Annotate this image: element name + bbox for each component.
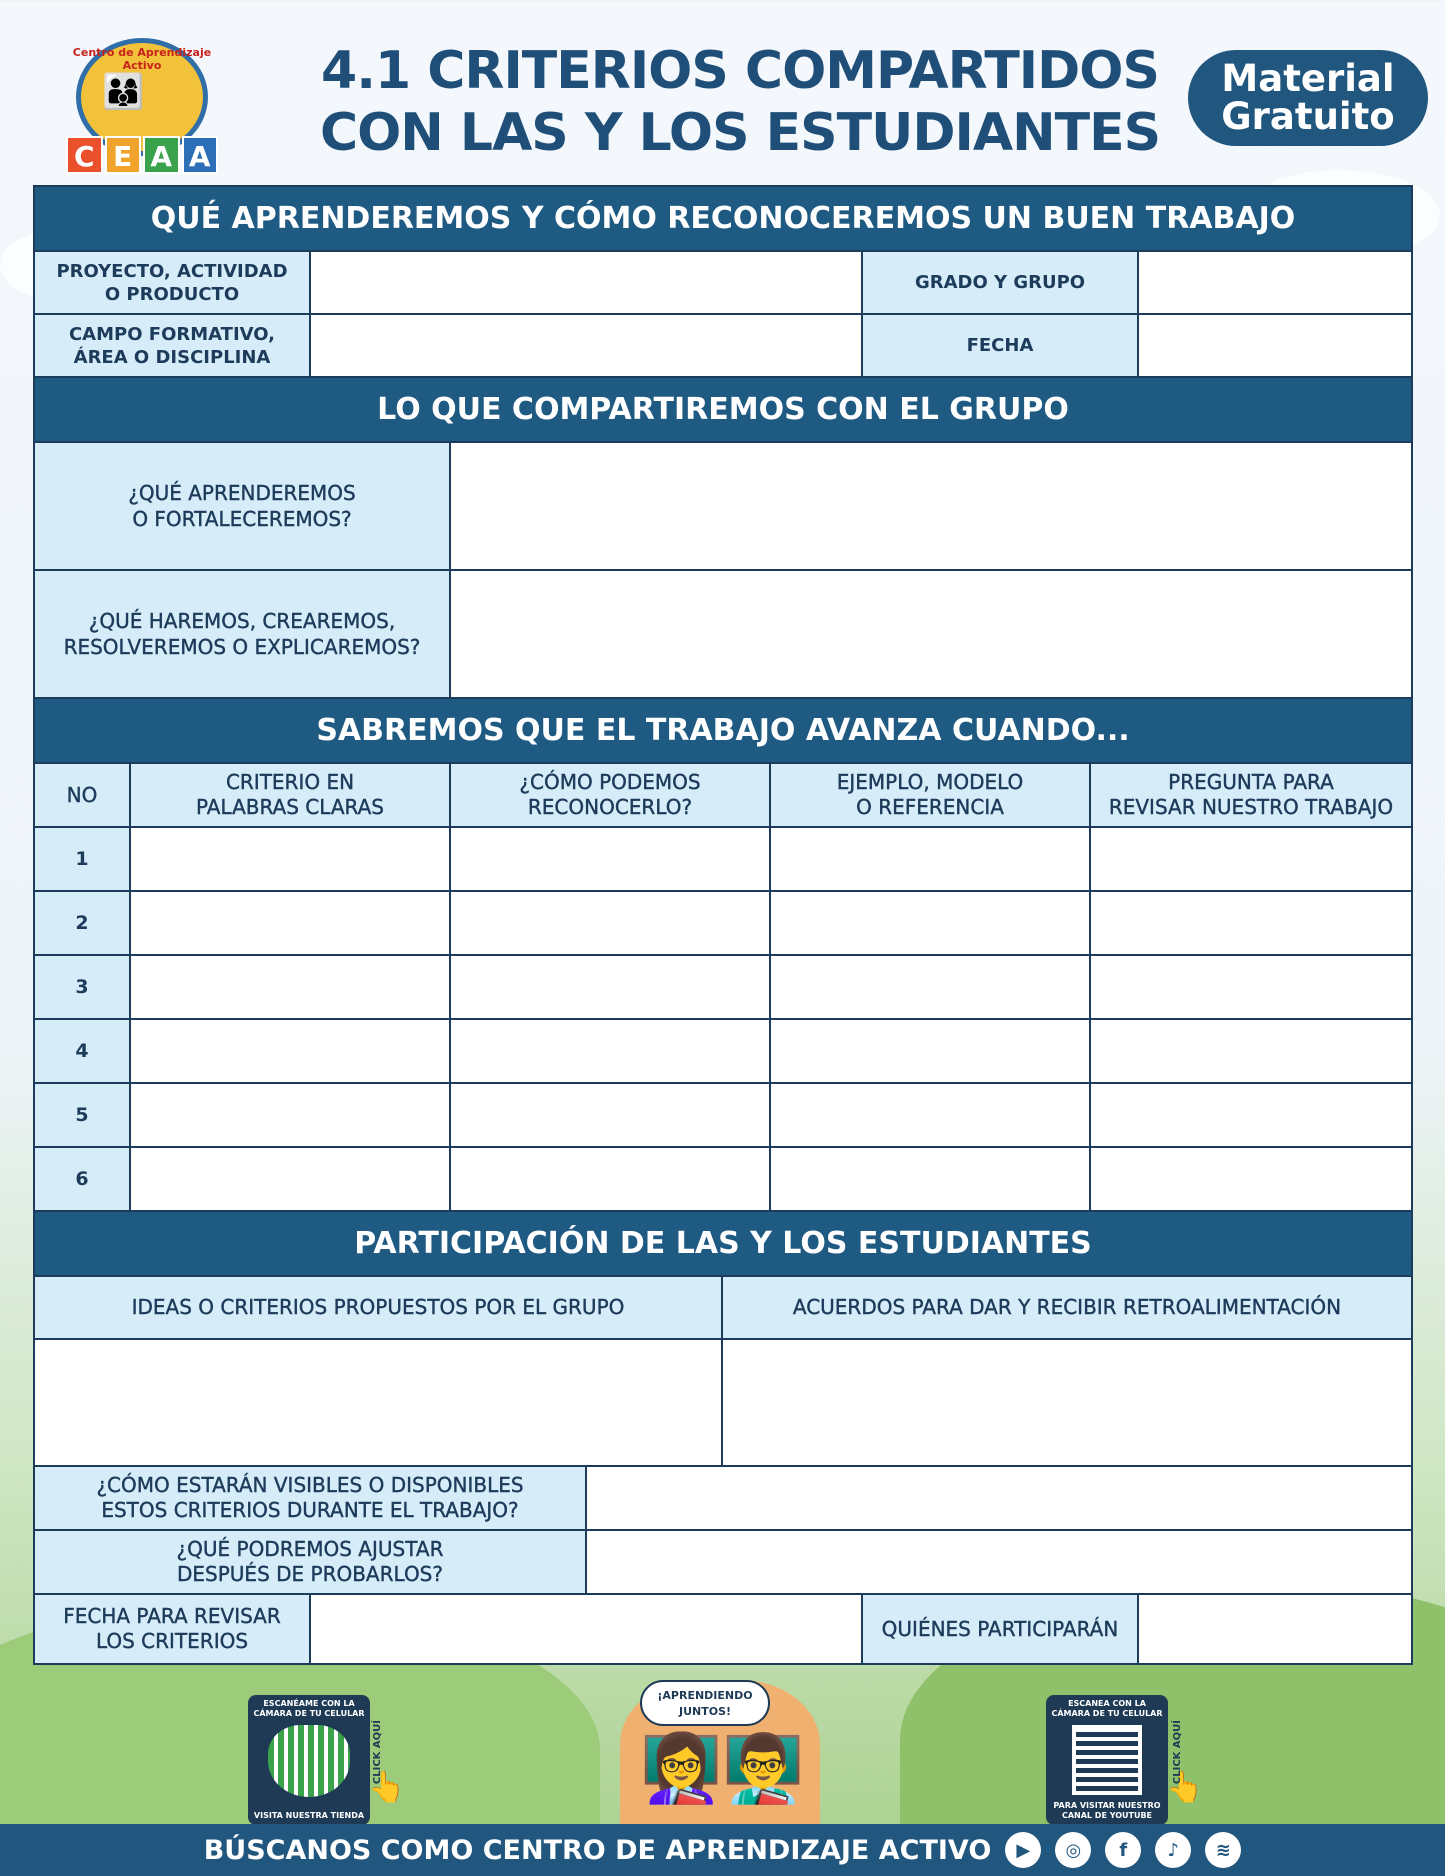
acuerdos-field[interactable] [723,1340,1411,1467]
speech-bubble: ¡APRENDIENDO JUNTOS! [640,1680,770,1726]
badge-line-1: Material [1221,57,1395,100]
quienes-field[interactable] [1139,1595,1411,1663]
criterio-field[interactable] [131,1020,451,1084]
table-row [35,828,1411,892]
footer-bar [0,1824,1445,1876]
qr-caption: ESCANEA CON LA CÁMARA DE TU CELULAR [1051,1699,1163,1718]
acuerdos-label: ACUERDOS PARA DAR Y RECIBIR RETROALIMENTACIÓN [723,1277,1411,1340]
qr-code-icon [268,1725,350,1797]
footer-text: BÚSCANOS COMO CENTRO DE APRENDIZAJE ACTIVO [203,1834,992,1866]
reconocerlo-field[interactable] [451,1020,771,1084]
section-header: LO QUE COMPARTIREMOS CON EL GRUPO [35,378,1411,443]
haremos-field[interactable] [451,571,1411,699]
ideas-field[interactable] [35,1340,723,1467]
criterio-field[interactable] [131,828,451,892]
reconocerlo-field[interactable] [451,1084,771,1148]
criterio-field[interactable] [131,1084,451,1148]
reconocerlo-field[interactable] [451,956,771,1020]
store-qr-card[interactable] [248,1695,370,1825]
qr-caption: ESCANÉAME CON LA CÁMARA DE TU CELULAR [253,1699,365,1718]
qr-caption: PARA VISITAR NUESTRO CANAL DE YOUTUBE [1053,1801,1161,1820]
column-header-reconocerlo: ¿CÓMO PODEMOS RECONOCERLO? [451,764,771,828]
visibles-field[interactable] [587,1467,1411,1531]
fecha-revisar-field[interactable] [311,1595,863,1663]
pregunta-field[interactable] [1091,828,1411,892]
ejemplo-field[interactable] [771,1020,1091,1084]
pregunta-field[interactable] [1091,956,1411,1020]
fecha-revisar-label: FECHA PARA REVISAR LOS CRITERIOS [35,1595,311,1663]
ejemplo-field[interactable] [771,892,1091,956]
pregunta-field[interactable] [1091,1020,1411,1084]
row-number: 6 [35,1148,131,1212]
logo-ring-text: Centro de Aprendizaje Activo [72,46,212,72]
pregunta-field[interactable] [1091,1084,1411,1148]
ejemplo-field[interactable] [771,1084,1091,1148]
reconocerlo-field[interactable] [451,1148,771,1212]
row-number: 3 [35,956,131,1020]
row-number: 5 [35,1084,131,1148]
ejemplo-field[interactable] [771,1148,1091,1212]
youtube-icon[interactable]: ▶ [1005,1832,1041,1868]
proyecto-label: PROYECTO, ACTIVIDAD O PRODUCTO [35,252,311,315]
spotify-icon[interactable]: ≋ [1205,1832,1241,1868]
aprenderemos-label: ¿QUÉ APRENDEREMOS O FORTALECEREMOS? [35,443,451,571]
haremos-label: ¿QUÉ HAREMOS, CREAREMOS, RESOLVEREMOS O EXPLICAREMOS? [35,571,451,699]
logo-kids-illustration: 👨‍👩‍👦 [102,72,145,112]
logo-letter: E [105,136,142,174]
logo-letter: A [182,136,219,174]
visibles-label: ¿CÓMO ESTARÁN VISIBLES O DISPONIBLES ESTOS CRITERIOS DURANTE EL TRABAJO? [35,1467,587,1531]
grado-field[interactable] [1139,252,1411,315]
ajustar-label: ¿QUÉ PODREMOS AJUSTAR DESPUÉS DE PROBARLOS? [35,1531,587,1595]
ideas-label: IDEAS O CRITERIOS PROPUESTOS POR EL GRUPO [35,1277,723,1340]
table-row [35,956,1411,1020]
worksheet [33,185,1413,1665]
tiktok-icon[interactable]: ♪ [1155,1832,1191,1868]
section-header: SABREMOS QUE EL TRABAJO AVANZA CUANDO... [35,699,1411,764]
badge-line-2: Gratuito [1221,95,1395,138]
quienes-label: QUIÉNES PARTICIPARÁN [863,1595,1139,1663]
reconocerlo-field[interactable] [451,828,771,892]
criterio-field[interactable] [131,956,451,1020]
title-line-2: CON LAS Y LOS ESTUDIANTES [319,103,1161,163]
fecha-label: FECHA [863,315,1139,378]
column-header-pregunta: PREGUNTA PARA REVISAR NUESTRO TRABAJO [1091,764,1411,828]
grado-label: GRADO Y GRUPO [863,252,1139,315]
row-number: 1 [35,828,131,892]
title-line-1: 4.1 CRITERIOS COMPARTIDOS [321,41,1159,101]
pregunta-field[interactable] [1091,1148,1411,1212]
aprenderemos-field[interactable] [451,443,1411,571]
pregunta-field[interactable] [1091,892,1411,956]
teachers-illustration: 👩‍🏫👨‍🏫 [640,1730,805,1807]
click-label[interactable]: CLICK AQUÍ [372,1720,383,1785]
ejemplo-field[interactable] [771,828,1091,892]
campo-label: CAMPO FORMATIVO, ÁREA O DISCIPLINA [35,315,311,378]
column-header-no: NO [35,764,131,828]
row-number: 4 [35,1020,131,1084]
table-row [35,1084,1411,1148]
section-header: QUÉ APRENDEREMOS Y CÓMO RECONOCEREMOS UN BUEN TRABAJO [35,187,1411,252]
section-header: PARTICIPACIÓN DE LAS Y LOS ESTUDIANTES [35,1212,1411,1277]
logo-letter: A [143,136,180,174]
facebook-icon[interactable]: f [1105,1832,1141,1868]
criterio-field[interactable] [131,892,451,956]
logo-letters [66,136,218,174]
table-row [35,892,1411,956]
logo-letter: C [66,136,103,174]
hand-pointer-icon: 👆 [1166,1770,1204,1805]
table-row [35,1020,1411,1084]
qr-code-icon [1072,1725,1142,1795]
page-title [300,40,1180,164]
ajustar-field[interactable] [587,1531,1411,1595]
qr-caption: VISITA NUESTRA TIENDA [253,1811,365,1820]
fecha-field[interactable] [1139,315,1411,378]
ceaa-logo [62,38,222,173]
reconocerlo-field[interactable] [451,892,771,956]
column-header-ejemplo: EJEMPLO, MODELO O REFERENCIA [771,764,1091,828]
instagram-icon[interactable]: ◎ [1055,1832,1091,1868]
column-header-criterio: CRITERIO EN PALABRAS CLARAS [131,764,451,828]
free-material-badge [1188,50,1428,146]
youtube-qr-card[interactable] [1046,1695,1168,1825]
campo-field[interactable] [311,315,863,378]
ejemplo-field[interactable] [771,956,1091,1020]
table-row [35,1148,1411,1212]
criterio-field[interactable] [131,1148,451,1212]
row-number: 2 [35,892,131,956]
proyecto-field[interactable] [311,252,863,315]
click-label[interactable]: CLICK AQUÍ [1172,1720,1183,1785]
hand-pointer-icon: 👆 [368,1770,406,1805]
